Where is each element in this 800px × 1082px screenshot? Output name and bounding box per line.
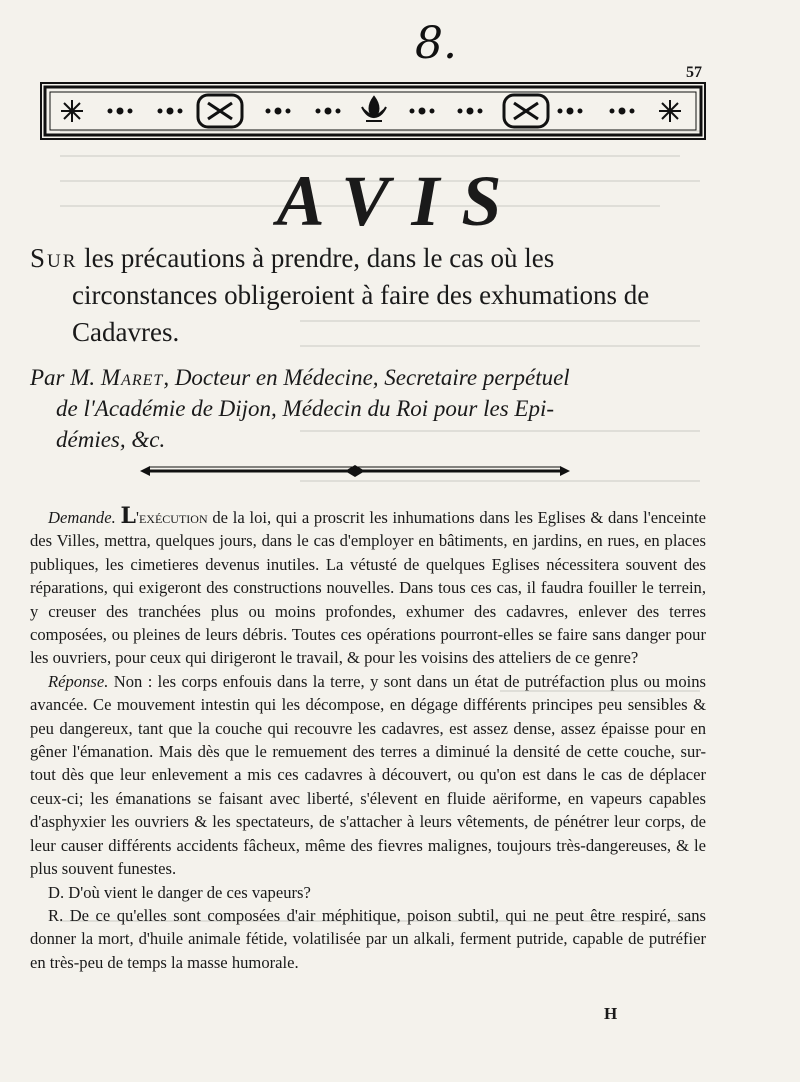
paragraph-answer-2: R. De ce qu'elles sont composées d'air méphitique, poison subtil, qui ne peut être respiré, sans donner la mort, d'huile animale fétide, volatilisée par un alkali, ferment putride, capable de putréfier en très-peu de temps la masse humorale. — [30, 905, 706, 972]
opening-smallcaps: 'exécution — [135, 508, 208, 527]
subtitle-lead-word: Sur — [30, 243, 78, 273]
author-line-3: démies, &c. — [56, 427, 166, 452]
subtitle-line-2: circonstances obligeroient à faire des exhumations de — [72, 280, 650, 310]
document-subtitle — [30, 240, 720, 351]
handwritten-page-number: 8. — [415, 18, 457, 69]
decorative-rule — [140, 463, 570, 479]
reponse-text: Non : les corps enfouis dans la terre, y sont dans un état de putréfaction plus ou moins avancée. Ce mouvement intestin qui les décompose, en dégage différents principes peu sensibles & peu dangereux, tant que la couche qui recouvre les cadavres, est assez dense, assez épaisse pour en gêner l'émanation. Mais dès que le remuement des terres a diminué la densité de cette couche, sur-tout dès que leur enlevement a mis ces cadavres à découvert, ou qu'on est dans le cas de déplacer ceux-ci; les émanations se faisant avec liberté, s'élevent en fluide aëriforme, en vapeurs capables d'asphyxier les ouvriers & les spectateurs, de s'attacher à leurs vêtements, de pénétrer leur corps, de leur causer différents accidents fâcheux, même des fievres malignes, toujours très-dangereuses, & le plus souvent funestes. — [30, 671, 706, 879]
page-number: 57 — [686, 64, 702, 81]
author-name: Maret — [100, 365, 164, 390]
article-body — [30, 505, 706, 974]
signature-mark: H — [604, 1004, 618, 1023]
author-prefix: Par M. — [30, 365, 96, 390]
subtitle-line-3: Cadavres. — [72, 317, 180, 347]
drop-cap: L — [120, 503, 136, 529]
subtitle-line-1: les précautions à prendre, dans le cas où les — [84, 243, 555, 273]
demande-text: de la loi, qui a proscrit les inhumations dans les Eglises & dans l'enceinte des Villes, mettra, quelques jours, dans le cas d'employer en bâtiments, en jardins, en rues, en places publiques, les cimetieres devenus inutiles. La vétusté de quelques Eglises nécessitera souvent des réparations, qui exigeront des constructions nouvelles. Dans tous ces cas, il faudra fouiller le terrein, y creuser des tranchées plus ou moins profondes, exhumer des cadavres, enlever des terres composées, ou pleines de leurs débris. Toutes ces opérations pourront-elles se faire sans danger pour les ouvriers, pour ceux qui dirigeront le travail, & pour les voisins des atteliers de ce genre? — [30, 508, 706, 668]
paragraph-reponse — [30, 670, 706, 881]
author-line-2: de l'Académie de Dijon, Médecin du Roi pour les Epi- — [56, 396, 555, 421]
author-byline — [30, 362, 720, 455]
author-line-1-rest: , Docteur en Médecine, Secretaire perpétuel — [163, 365, 570, 390]
paragraph-question-2: D. D'où vient le danger de ces vapeurs? — [48, 882, 311, 902]
demande-label: Demande. — [48, 508, 116, 527]
paragraph-demande — [30, 505, 706, 670]
document-title: AVIS — [276, 161, 524, 241]
reponse-label: Réponse. — [48, 671, 109, 691]
decorative-header-band — [40, 82, 706, 140]
